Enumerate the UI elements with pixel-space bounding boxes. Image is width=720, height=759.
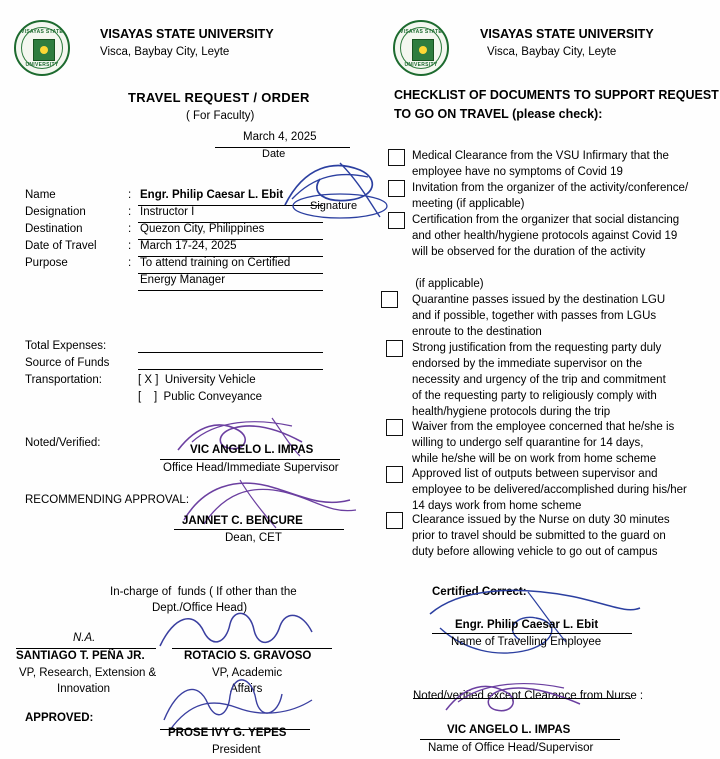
left-title: TRAVEL REQUEST / ORDER: [128, 90, 310, 105]
checklist-text-5-line2: endorsed by the immediate supervisor on the: [412, 358, 643, 370]
certified-name: Engr. Philip Caesar L. Ebit: [455, 619, 599, 631]
checklist-title-line1: CHECKLIST OF DOCUMENTS TO SUPPORT REQUEST: [394, 88, 719, 102]
field-value-destination: Quezon City, Philippines: [140, 223, 265, 235]
field-rule-purpose-cont: [138, 290, 323, 291]
date-label: Date: [262, 148, 286, 160]
university-name-left: VISAYAS STATE UNIVERSITY: [100, 27, 274, 41]
left-subtitle: ( For Faculty): [186, 110, 255, 122]
signature-caption: Signature: [310, 200, 358, 212]
checklist-text-1-line1: Medical Clearance from the VSU Infirmary that the: [412, 150, 669, 162]
checklist-text-4-line1: Quarantine passes issued by the destination LGU: [412, 294, 666, 306]
field-colon-date-of-travel: :: [128, 240, 132, 252]
document-date-value: March 4, 2025: [243, 131, 317, 143]
noted-verified-name: VIC ANGELO L. IMPAS: [190, 444, 314, 456]
checklist-text-6-line1: Waiver from the employee concerned that he/she is: [412, 421, 675, 433]
checklist-text-8-line2: prior to travel should be submitted to the guard on: [412, 530, 666, 542]
transport-option-university-vehicle[interactable]: [ X ] University Vehicle: [138, 374, 256, 386]
vsu-seal-left: [14, 20, 70, 76]
checklist-text-7-line3: 14 days work from home scheme: [412, 500, 582, 512]
checklist-text-2-line2: meeting (if applicable): [412, 198, 525, 210]
checklist-text-5-line1: Strong justification from the requesting party duly: [412, 342, 662, 354]
checklist-text-6-line3: while he/she will be on work from home scheme: [412, 453, 657, 465]
approved-title: President: [212, 744, 261, 756]
checklist-text-7-line2: employee to be delivered/accomplished during his/her: [412, 484, 687, 496]
signature-scribble-employee: [280, 155, 400, 225]
noted-verified-title: Office Head/Immediate Supervisor: [163, 462, 339, 474]
total-expenses-label: Total Expenses:: [25, 340, 107, 352]
seal-bottom-text-right: UNIVERSITY: [404, 62, 438, 68]
field-label-purpose: Purpose: [25, 257, 68, 269]
noted-verified-rule: [160, 459, 340, 460]
noted-except-label: Noted/verified except Clearance from Nurse :: [413, 690, 644, 702]
certified-title: Name of Travelling Employee: [451, 636, 602, 648]
field-value-purpose-cont: Energy Manager: [140, 274, 226, 286]
checklist-text-3-line3: will be observed for the duration of the activity: [412, 246, 646, 258]
certified-rule: [432, 633, 632, 634]
seal-top-text-right: VISAYAS STATE: [400, 29, 442, 35]
transportation-label: Transportation:: [25, 374, 102, 386]
signatory-name-vp-academic: ROTACIO S. GRAVOSO: [184, 650, 312, 662]
signatory-title2-vp-academic: Affairs: [230, 683, 263, 695]
signatory-title2-vp-research: Innovation: [57, 683, 111, 695]
noted-except-name: VIC ANGELO L. IMPAS: [447, 724, 571, 736]
field-label-name: Name: [25, 189, 56, 201]
approved-name: PROSE IVY G. YEPES: [168, 727, 287, 739]
checkbox-invitation[interactable]: [388, 180, 405, 197]
field-label-date-of-travel: Date of Travel: [25, 240, 97, 252]
university-name-right: VISAYAS STATE UNIVERSITY: [480, 27, 654, 41]
checklist-text-5-line5: health/hygiene protocols during the trip: [412, 406, 611, 418]
checkbox-strong-justification[interactable]: [386, 340, 403, 357]
field-value-date-of-travel: March 17-24, 2025: [140, 240, 237, 252]
noted-except-title: Name of Office Head/Supervisor: [428, 742, 594, 754]
total-expenses-rule: [138, 352, 323, 353]
checklist-text-1-line2: employee have no symptoms of Covid 19: [412, 166, 623, 178]
recommending-name: JANNET C. BENCURE: [182, 515, 303, 527]
signatory-note-vp-research: N.A.: [73, 632, 96, 644]
field-colon-designation: :: [128, 206, 132, 218]
noted-verified-label: Noted/Verified:: [25, 437, 101, 449]
signatory-title1-vp-research: VP, Research, Extension &: [19, 667, 157, 679]
field-colon-destination: :: [128, 223, 132, 235]
checklist-text-7-line1: Approved list of outputs between supervisor and: [412, 468, 658, 480]
recommending-title: Dean, CET: [225, 532, 282, 544]
recommending-rule: [174, 529, 344, 530]
field-colon-purpose: :: [128, 257, 132, 269]
checklist-text-8-line1: Clearance issued by the Nurse on duty 30 minutes: [412, 514, 670, 526]
checkbox-waiver[interactable]: [386, 419, 403, 436]
checklist-text-3-line1: Certification from the organizer that social distancing: [412, 214, 680, 226]
certified-correct-label: Certified Correct:: [432, 586, 527, 598]
vsu-seal-right: [393, 20, 449, 76]
checklist-text-3-line5: (if applicable): [412, 278, 484, 290]
checklist-text-5-line4: of the requesting party to religiously comply with: [412, 390, 657, 402]
university-address-left: Visca, Baybay City, Leyte: [100, 46, 230, 58]
checklist-text-2-line1: Invitation from the organizer of the activity/conference/: [412, 182, 689, 194]
checklist-text-6-line2: willing to undergo self quarantine for 14 days,: [412, 437, 644, 449]
incharge-line1: In-charge of funds ( If other than the: [110, 586, 297, 598]
checkbox-approved-outputs[interactable]: [386, 466, 403, 483]
signatory-title1-vp-academic: VP, Academic: [212, 667, 283, 679]
checklist-text-4-line2: and if possible, together with passes from LGUs: [412, 310, 657, 322]
checkbox-medical-clearance[interactable]: [388, 149, 405, 166]
checklist-text-3-line2: and other health/hygiene protocols against Covid 19: [412, 230, 678, 242]
field-label-destination: Destination: [25, 223, 83, 235]
field-value-name: Engr. Philip Caesar L. Ebit: [140, 189, 284, 201]
transport-option-public-conveyance[interactable]: [ ] Public Conveyance: [138, 391, 263, 403]
approved-label: APPROVED:: [25, 712, 94, 724]
incharge-line2: Dept./Office Head): [152, 602, 248, 614]
checkbox-quarantine-passes[interactable]: [381, 291, 398, 308]
field-value-designation: Instructor I: [140, 206, 195, 218]
recommending-approval-label: RECOMMENDING APPROVAL:: [25, 494, 190, 506]
noted-except-rule: [420, 739, 620, 740]
checklist-text-5-line3: necessity and urgency of the trip and commitment: [412, 374, 666, 386]
source-of-funds-rule: [138, 369, 323, 370]
checkbox-nurse-clearance[interactable]: [386, 512, 403, 529]
seal-top-text-left: VISAYAS STATE: [21, 29, 63, 35]
checklist-title-line2: TO GO ON TRAVEL (please check):: [394, 107, 603, 121]
field-label-designation: Designation: [25, 206, 86, 218]
source-of-funds-label: Source of Funds: [25, 357, 110, 369]
signatory-rule-vp-academic: [172, 648, 332, 649]
field-value-purpose: To attend training on Certified: [140, 257, 291, 269]
noted-except-underline: [413, 698, 631, 699]
signatory-name-vp-research: SANTIAGO T. PEÑA JR.: [16, 650, 145, 662]
field-colon-name: :: [128, 189, 132, 201]
checkbox-certification-organizer[interactable]: [388, 212, 405, 229]
seal-bottom-text-left: UNIVERSITY: [25, 62, 59, 68]
signatory-rule-vp-research: [16, 648, 156, 649]
checklist-text-4-line3: enroute to the destination: [412, 326, 542, 338]
university-address-right: Visca, Baybay City, Leyte: [487, 46, 617, 58]
checklist-text-8-line3: duty before allowing vehicle to go out of campus: [412, 546, 658, 558]
